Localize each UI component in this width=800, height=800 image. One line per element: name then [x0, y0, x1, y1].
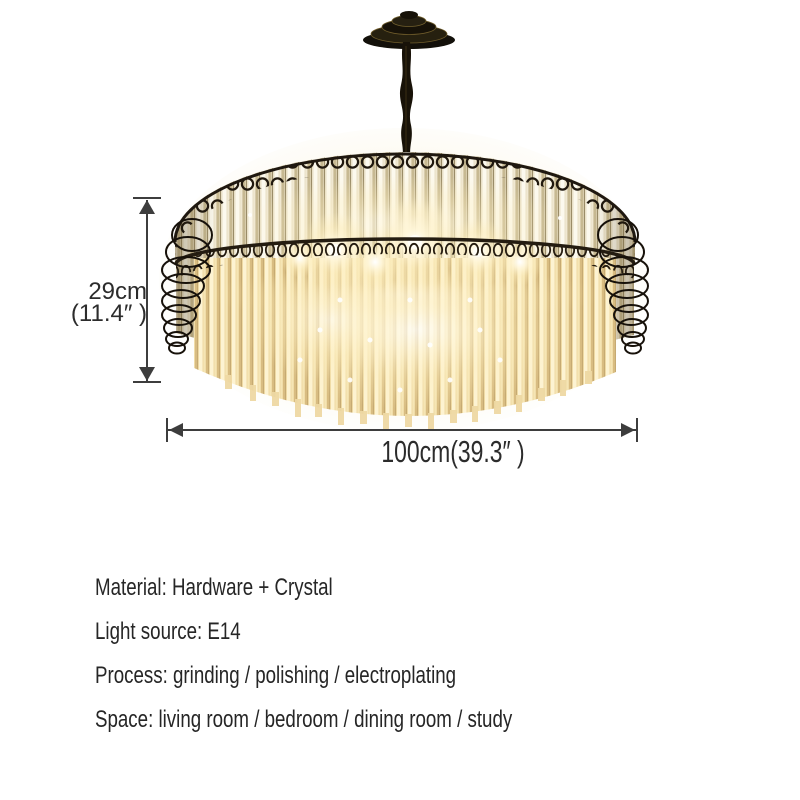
arrow-up-icon [139, 200, 155, 214]
arrow-down-icon [139, 367, 155, 381]
width-dimension-label: 100cm(39.3″ ) [381, 434, 525, 469]
spec-light-source: Light source: E14 [95, 618, 241, 645]
width-dimension-right-tick [636, 418, 638, 442]
width-dimension-line [168, 429, 636, 431]
height-dimension-top-tick [133, 197, 161, 199]
spec-process: Process: grinding / polishing / electroplating [95, 662, 457, 689]
product-specs [95, 566, 512, 742]
height-inch-value: (11.4″ ) [70, 300, 147, 327]
height-dimension-bottom-tick [133, 381, 161, 383]
arrow-right-icon [621, 423, 635, 437]
chandelier-image [140, 5, 670, 435]
spec-material: Material: Hardware + Crystal [95, 574, 333, 601]
arrow-left-icon [169, 423, 183, 437]
height-dimension-label [18, 278, 147, 327]
height-cm-value: 29cm [88, 278, 147, 305]
spec-space: Space: living room / bedroom / dining room / study [95, 706, 513, 733]
